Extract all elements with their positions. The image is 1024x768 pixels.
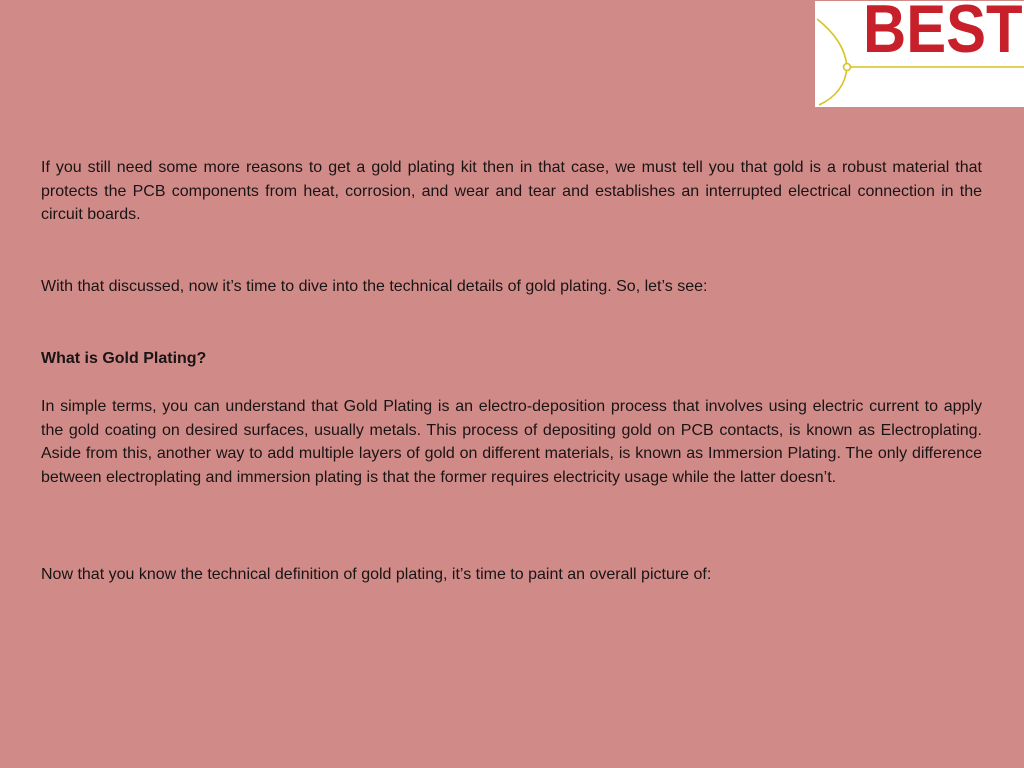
brand-logo bbox=[815, 1, 1024, 107]
logo-text: BEST bbox=[863, 0, 1023, 67]
paragraph-definition: In simple terms, you can understand that Gold Plating is an electro-deposition process that involves using electric current to apply the gold coating on desired surfaces, usually metals. This process of depositing gold on PCB contacts, is known as Electroplating. Aside from this, another way to add multiple layers of gold on different materials, is known as Immersion Plating. The only difference between electroplating and immersion plating is that the former requires electricity usage while the latter doesn’t. bbox=[41, 398, 982, 486]
paragraph-technical-intro: With that discussed, now it’s time to dive into the technical details of gold plating. So, let’s see: bbox=[41, 278, 708, 295]
section-heading: What is Gold Plating? bbox=[41, 350, 207, 367]
paragraph-overview: Now that you know the technical definition of gold plating, it’s time to paint an overall picture of: bbox=[41, 566, 712, 583]
paragraph-gold-reasons: If you still need some more reasons to get a gold plating kit then in that case, we must tell you that gold is a robust material that protects the PCB components from heat, corrosion, and wear and tear and establishes an interrupted electrical connection in the circuit boards. bbox=[41, 159, 982, 223]
